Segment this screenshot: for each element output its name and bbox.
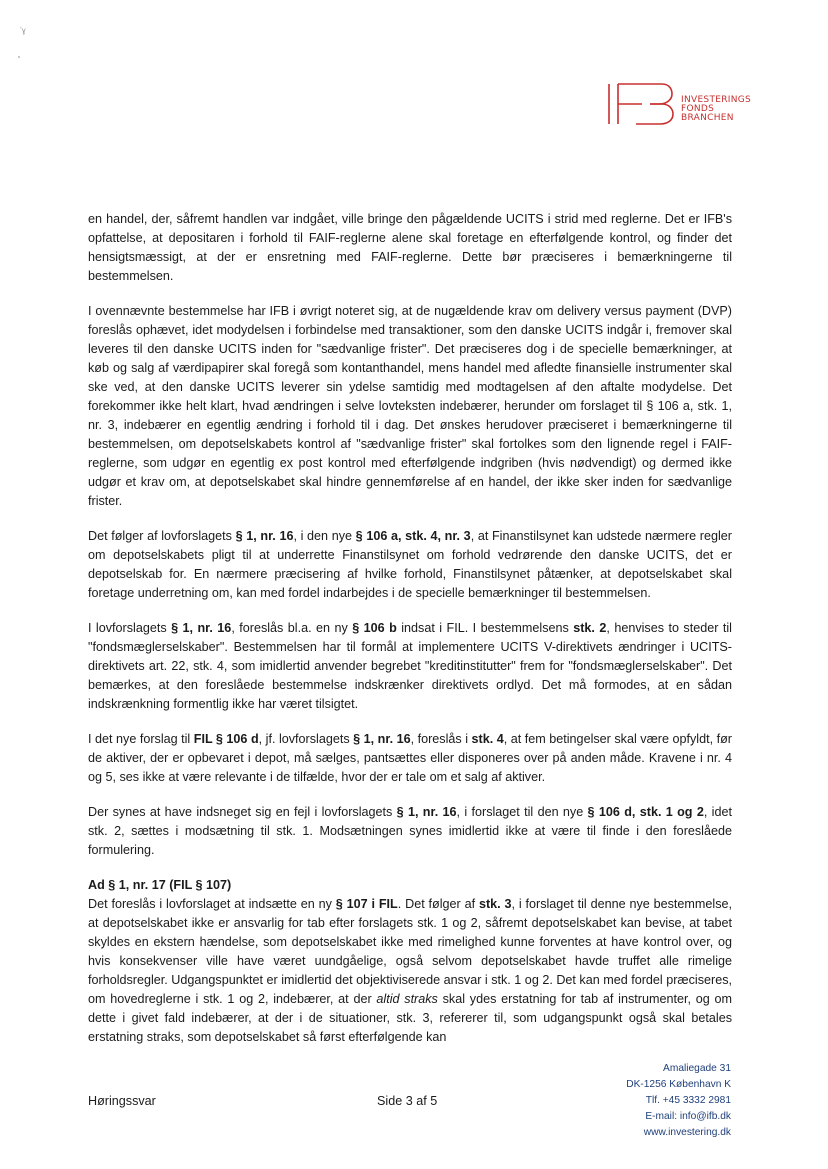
paragraph-4 bbox=[88, 619, 732, 714]
section-heading: Ad § 1, nr. 17 (FIL § 107) bbox=[88, 878, 232, 892]
bold-reference: § 1, nr. 16 bbox=[396, 805, 457, 819]
scan-dot bbox=[18, 56, 20, 58]
paragraph-7 bbox=[88, 895, 732, 1047]
text-run: , i forslaget til denne nye bestemmelse, at depotselskabet ikke er ansvarlig for tab efter forslagets stk. 1 og 2, såfremt depotselskabet kan bevise, at tabet skyldes en ekstern hændelse, som depotselskabet ikke med rimelighed kunne forventes at have kontrol over, og hvis konsekvenser ville have været uundgåelige, også selvom depotselskabet havde truffet alle rimelige forholdsregler. Udgangspunktet er imidlertid det objektiviserede ansvar i stk. 1 og 2. Det kan med fordel præciseres, om hovedreglerne i stk. 1 og 2, indebærer, at der bbox=[88, 897, 733, 1006]
text-run: I lovforslagets bbox=[88, 621, 172, 635]
document-body bbox=[88, 210, 732, 1063]
text-run: , foreslås i bbox=[410, 732, 472, 746]
address-email: E-mail: info@ifb.dk bbox=[645, 1111, 731, 1122]
text-run: , at Finanstilsynet kan udstede nærmere regler om depotselskabets pligt til at underrette Finanstilsynet om forhold vedrørende den danske UCITS, det er depotselskab for. En nærmere præcisering af hvilke forhold, Finanstilsynet påtænker, at depotselskabet skal foretage underretning om, kan med fordel indarbejdes i de specielle bemærkninger til bestemmelsen. bbox=[88, 529, 732, 600]
logo-line-1: INVESTERINGS bbox=[681, 95, 752, 105]
bold-reference: stk. 4 bbox=[471, 732, 504, 746]
logo-line-3: BRANCHEN bbox=[681, 113, 734, 123]
footer-page-number: Side 3 af 5 bbox=[377, 1094, 438, 1108]
text-run: Der synes at have indsneget sig en fejl i lovforslagets bbox=[88, 805, 397, 819]
logo-line-2: FONDS bbox=[681, 104, 715, 114]
text-run: Det følger af lovforslagets bbox=[88, 529, 236, 543]
text-run: , henvises to steder til "fondsmæglerselskaber". Bestemmelsen har til formål at implementere UCITS V-direktivets ændringer i UCITS-direktivets art. 22, stk. 4, som imidlertid anvender begrebet "kreditinstitutter" frem for "fondsmæglerselskaber". Det bemærkes, at den foreslåede bestemmelse indskrænker direktivets ordlyd. Det må formodes, at en sådan indskrænkning formentlig ikke har været tilsigtet. bbox=[88, 621, 732, 711]
bold-reference: § 1, nr. 16 bbox=[353, 732, 411, 746]
paragraph-6 bbox=[88, 803, 732, 860]
text-run: indsat i FIL. I bestemmelsens bbox=[396, 621, 574, 635]
text-run: , at fem betingelser skal være opfyldt, før de aktiver, der er opbevaret i depot, må sælges, pantsættes eller disponeres over på anden måde. Kravene i nr. 4 og 5, ses ikke at være relevante i de tilfælde, hvor der er tale om et salg af aktiver. bbox=[88, 732, 732, 784]
bold-reference: § 106 b bbox=[352, 621, 397, 635]
paragraph-2: I ovennævnte bestemmelse har IFB i øvrigt noteret sig, at de nugældende krav om delivery versus payment (DVP) foreslås ophævet, idet modydelsen i forbindelse med transaktioner, som den danske UCITS indgår i, fremover skal leveres til den danske UCITS inden for "sædvanlige frister". Det præciseres dog i de specielle bemærkninger, at køb og salg af værdipapirer skal foregå som kontanthandel, mens handel med afledte finansielle instrumenter skal ske ved, at den danske UCITS leverer sin ydelse samtidig med modtagelsen af den aftalte modydelse. Det forekommer ikke helt klart, hvad ændringen i selve lovteksten indebærer, herunder om forslaget til § 106 a, stk. 1, nr. 3, indebærer en egentlig ændring i forhold til i dag. Det ønskes herudover præciseret i bemærkningerne til bestemmelsen, om depotselskabets kontrol af "sædvanlige frister" skal fortolkes som den lignende regel i FAIF-reglerne, som udgør en egentlig ex post kontrol med efterfølgende indgriben (hvis nødvendigt) og dermed ikke udgør et krav om, at depotselskabet skal hindre gennemførelse af en handel, der ikke sker inden for sædvanlige frister. bbox=[88, 304, 732, 508]
text-run: Det foreslås i lovforslaget at indsætte en ny bbox=[88, 897, 336, 911]
footer-address bbox=[626, 1061, 731, 1141]
text-run: I det nye forslag til bbox=[88, 732, 194, 746]
bold-reference: stk. 2 bbox=[573, 621, 607, 635]
address-phone: Tlf. +45 3332 2981 bbox=[645, 1095, 731, 1106]
paragraph-3 bbox=[88, 527, 732, 603]
text-run: . Det følger af bbox=[397, 897, 479, 911]
bold-reference: stk. 3 bbox=[478, 897, 512, 911]
ifb-logo-text bbox=[681, 96, 751, 123]
address-website: www.investering.dk bbox=[643, 1127, 731, 1138]
italic-emphasis: altid straks bbox=[376, 992, 438, 1006]
bold-reference: FIL § 106 d bbox=[193, 732, 259, 746]
text-run: , i den nye bbox=[293, 529, 356, 543]
bold-reference: § 107 i FIL bbox=[335, 897, 398, 911]
bold-reference: § 1, nr. 16 bbox=[171, 621, 232, 635]
scan-mark: ʽɣ bbox=[20, 26, 26, 35]
text-run: , idet stk. 2, sættes i modsætning til stk. 1. Modsætningen synes imidlertid ikke at være til finde i den foreslåede formulering. bbox=[88, 805, 732, 857]
ifb-logo bbox=[606, 78, 756, 130]
text-run: , jf. lovforslagets bbox=[258, 732, 354, 746]
address-city: DK-1256 København K bbox=[626, 1079, 731, 1090]
text-run: , i forslaget til den nye bbox=[456, 805, 588, 819]
ifb-logo-mark bbox=[606, 78, 676, 130]
paragraph-1: en handel, der, såfremt handlen var indgået, ville bringe den pågældende UCITS i strid med reglerne. Det er IFB's opfattelse, at depositaren i forhold til FAIF-reglerne alene skal foretage en efterfølgende kontrol, og finder det hensigtsmæssigt, at der er ensretning med FAIF-reglerne. Dette bør præciseres i bemærkningerne til bestemmelsen. bbox=[88, 212, 732, 283]
bold-reference: § 1, nr. 16 bbox=[235, 529, 294, 543]
footer-document-type: Høringssvar bbox=[88, 1094, 156, 1108]
bold-reference: § 106 a, stk. 4, nr. 3 bbox=[355, 529, 471, 543]
address-street: Amaliegade 31 bbox=[663, 1063, 731, 1074]
text-run: , foreslås bl.a. en ny bbox=[231, 621, 353, 635]
bold-reference: § 106 d, stk. 1 og 2 bbox=[587, 805, 704, 819]
paragraph-5 bbox=[88, 730, 732, 787]
text-run: skal ydes erstatning for tab af instrumenter, og om dette i givet fald indebærer, at der i de situationer, stk. 3, refererer til, som udgangspunkt også skal betales erstatning straks, som depotselskabet så først efterfølgende kan bbox=[88, 992, 732, 1044]
